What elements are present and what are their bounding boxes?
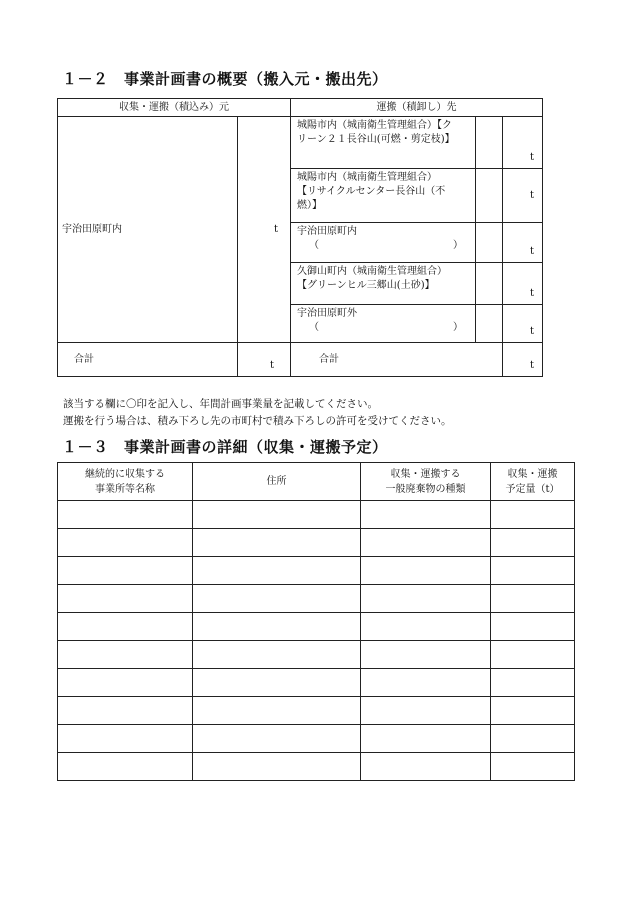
waste-type-field[interactable] [361, 557, 491, 585]
business-name-field[interactable] [58, 557, 193, 585]
destination-4-quantity-field[interactable] [503, 263, 543, 305]
planned-quantity-field[interactable] [491, 501, 575, 529]
instruction-line-1: 該当する欄に〇印を記入し、年間計画事業量を記載してください。 [63, 398, 378, 410]
destination-5-line1: 宇治田原町外 [297, 308, 357, 319]
planned-quantity-field[interactable] [491, 557, 575, 585]
address-field[interactable] [193, 613, 361, 641]
business-name-field[interactable] [58, 529, 193, 557]
destination-4-line1: 久御山町内（城南衛生管理組合） [297, 266, 447, 277]
header-business-name-line1: 継続的に収集する [85, 468, 165, 480]
address-field[interactable] [193, 585, 361, 613]
header-business-name-line2: 事業所等名称 [95, 483, 155, 495]
paren-open: （ [309, 322, 319, 333]
waste-type-field[interactable] [361, 613, 491, 641]
section-1-3-heading: １－３ 事業計画書の詳細（収集・運搬予定） [62, 438, 388, 456]
destination-4 [291, 263, 476, 305]
planned-quantity-field[interactable] [491, 697, 575, 725]
destination-2-line2: 【リサイクルセンター長谷山（不 [297, 186, 446, 197]
business-name-field[interactable] [58, 613, 193, 641]
header-address: 住所 [193, 463, 361, 501]
address-field[interactable] [193, 725, 361, 753]
destination-3-line1: 宇治田原町内 [297, 226, 357, 237]
destination-5-paren-field[interactable] [297, 321, 471, 335]
instruction-line-2: 運搬を行う場合は、積み下ろし先の市町村で積み下ろしの許可を受けてください。 [63, 415, 452, 427]
waste-type-field[interactable] [361, 501, 491, 529]
destination-2-line1: 城陽市内（城南衛生管理組合） [297, 172, 437, 183]
header-planned-quantity-line2: 予定量（t） [505, 483, 560, 495]
unit-label: t [273, 223, 278, 235]
planned-quantity-field[interactable] [491, 529, 575, 557]
destination-5 [291, 305, 476, 343]
header-waste-type-line1: 収集・運搬する [390, 468, 461, 480]
detail-row [58, 613, 575, 641]
address-field[interactable] [193, 669, 361, 697]
waste-type-field[interactable] [361, 585, 491, 613]
detail-row [58, 641, 575, 669]
header-waste-type-line2: 一般廃棄物の種類 [385, 483, 466, 495]
paren-close: ） [453, 322, 463, 333]
destination-3 [291, 223, 476, 263]
destination-5-quantity-field[interactable] [503, 305, 543, 343]
detail-table [57, 462, 575, 781]
header-destination: 運搬（積卸し）先 [291, 99, 543, 117]
waste-type-field[interactable] [361, 725, 491, 753]
total-left-quantity-field[interactable] [238, 343, 291, 377]
detail-row [58, 753, 575, 781]
destination-1-line1: 城陽市内（城南衛生管理組合）【ク [297, 120, 452, 131]
planned-quantity-field[interactable] [491, 753, 575, 781]
waste-type-field[interactable] [361, 529, 491, 557]
header-business-name [58, 463, 193, 501]
unit-label: t [529, 189, 534, 201]
waste-type-field[interactable] [361, 641, 491, 669]
address-field[interactable] [193, 697, 361, 725]
total-left-label: 合計 [58, 343, 238, 377]
header-waste-type [361, 463, 491, 501]
origin-quantity-field[interactable] [238, 117, 291, 343]
business-name-field[interactable] [58, 501, 193, 529]
destination-5-mark-field[interactable] [476, 305, 503, 343]
unit-label: t [529, 152, 534, 163]
destination-3-mark-field[interactable] [476, 223, 503, 263]
detail-row [58, 697, 575, 725]
planned-quantity-field[interactable] [491, 585, 575, 613]
business-name-field[interactable] [58, 585, 193, 613]
destination-1 [291, 117, 476, 169]
planned-quantity-field[interactable] [491, 725, 575, 753]
business-name-field[interactable] [58, 753, 193, 781]
address-field[interactable] [193, 501, 361, 529]
address-field[interactable] [193, 557, 361, 585]
waste-type-field[interactable] [361, 669, 491, 697]
detail-row [58, 585, 575, 613]
destination-1-mark-field[interactable] [476, 117, 503, 169]
paren-open: （ [309, 240, 319, 251]
address-field[interactable] [193, 753, 361, 781]
waste-type-field[interactable] [361, 697, 491, 725]
unit-label: t [269, 360, 274, 371]
detail-row [58, 501, 575, 529]
planned-quantity-field[interactable] [491, 613, 575, 641]
destination-2-mark-field[interactable] [476, 169, 503, 223]
origin-place: 宇治田原町内 [58, 117, 238, 343]
detail-rows [58, 501, 575, 781]
overview-table [57, 98, 543, 377]
section-1-2-heading: １－２ 事業計画書の概要（搬入元・搬出先） [62, 70, 388, 88]
instructions [63, 396, 452, 430]
header-planned-quantity-line1: 収集・運搬 [507, 468, 558, 480]
detail-row [58, 725, 575, 753]
destination-4-mark-field[interactable] [476, 263, 503, 305]
destination-1-line2: リーン２１長谷山(可燃・剪定枝)】 [297, 134, 455, 145]
paren-close: ） [453, 240, 463, 251]
detail-row [58, 669, 575, 697]
address-field[interactable] [193, 641, 361, 669]
total-right-quantity-field[interactable] [503, 343, 543, 377]
destination-1-quantity-field[interactable] [503, 117, 543, 169]
detail-row [58, 529, 575, 557]
destination-4-line2: 【グリーンヒル三郷山(土砂)】 [297, 280, 435, 291]
header-origin: 収集・運搬（積込み）元 [58, 99, 291, 117]
destination-2 [291, 169, 476, 223]
waste-type-field[interactable] [361, 753, 491, 781]
unit-label: t [529, 288, 534, 299]
planned-quantity-field[interactable] [491, 669, 575, 697]
business-name-field[interactable] [58, 669, 193, 697]
business-name-field[interactable] [58, 697, 193, 725]
business-name-field[interactable] [58, 641, 193, 669]
destination-3-paren-field[interactable] [297, 239, 471, 253]
destination-3-quantity-field[interactable] [503, 223, 543, 263]
address-field[interactable] [193, 529, 361, 557]
unit-label: t [529, 326, 534, 337]
business-name-field[interactable] [58, 725, 193, 753]
destination-2-line3: 燃）】 [297, 200, 322, 211]
header-planned-quantity [491, 463, 575, 501]
destination-2-quantity-field[interactable] [503, 169, 543, 223]
detail-row [58, 557, 575, 585]
planned-quantity-field[interactable] [491, 641, 575, 669]
unit-label: t [529, 246, 534, 257]
unit-label: t [529, 360, 534, 371]
total-right-label: 合計 [291, 343, 503, 377]
